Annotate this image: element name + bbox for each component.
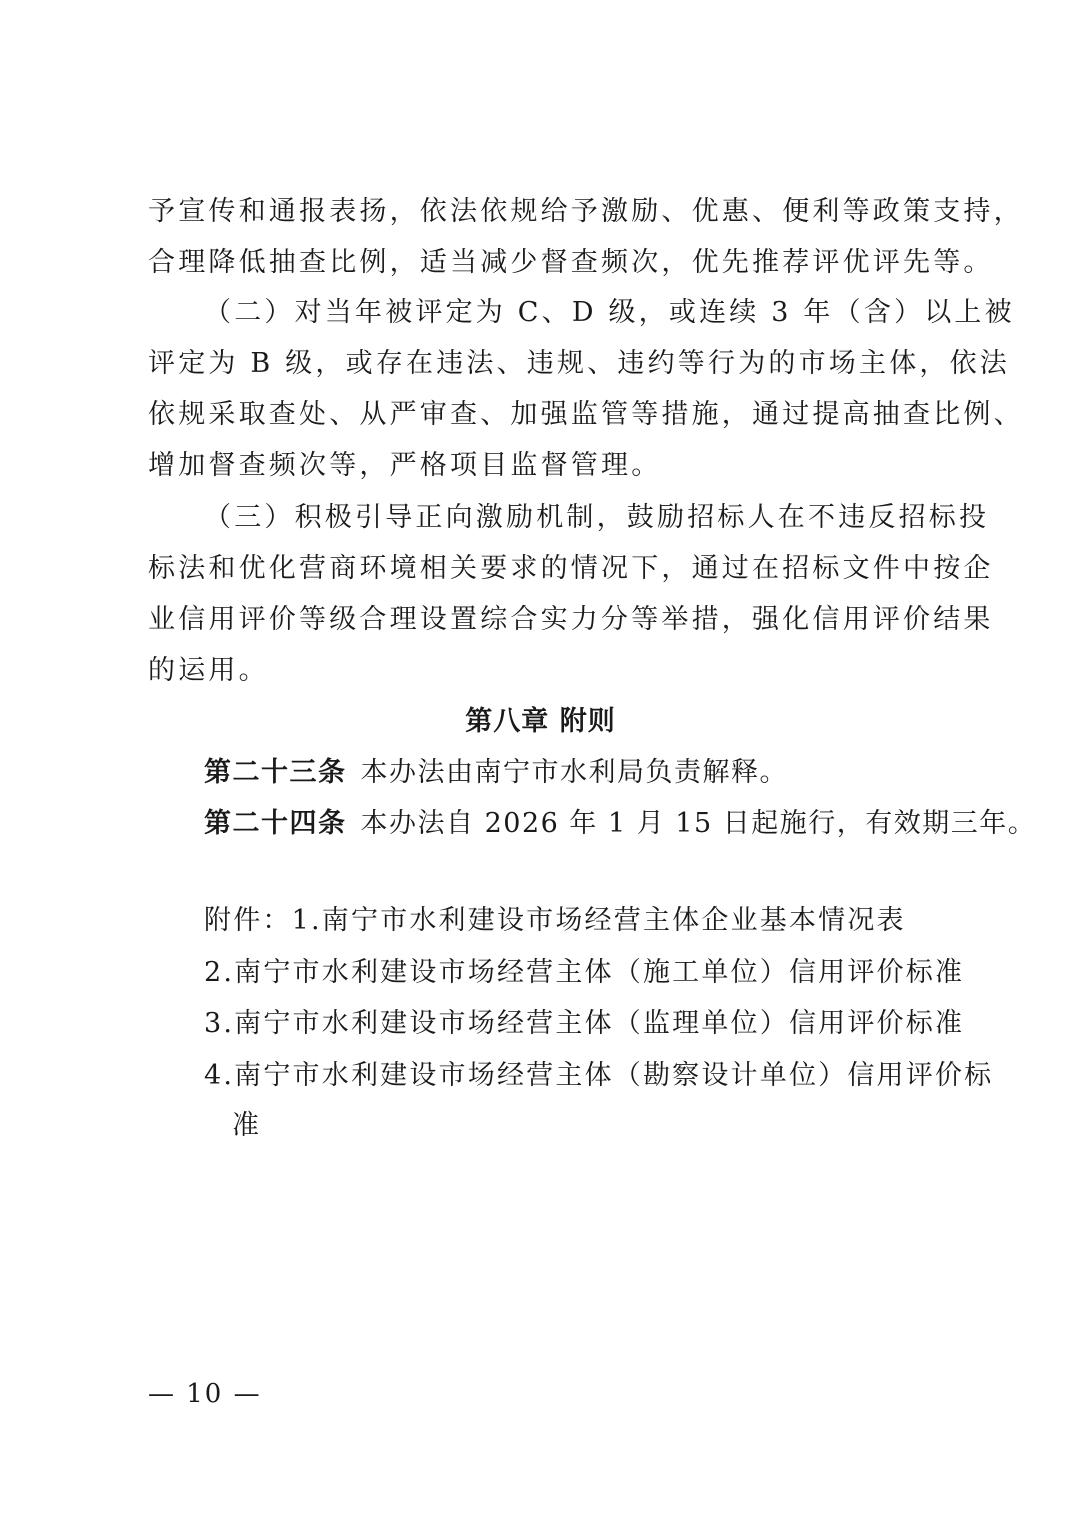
article-text: 本办法自 2026 年 1 月 15 日起施行，有效期三年。 xyxy=(360,808,1037,839)
paragraph-line: （二）对当年被评定为 C、D 级，或连续 3 年（含）以上被 xyxy=(204,297,1015,328)
attachment-item-continued: 准 xyxy=(232,1110,262,1141)
paragraph-line: 的运用。 xyxy=(148,655,269,686)
paragraph-line: （三）积极引导正向激励机制，鼓励招标人在不违反招标投 xyxy=(204,502,990,533)
article-23 xyxy=(204,753,788,793)
attachment-item: 2.南宁市水利建设市场经营主体（施工单位）信用评价标准 xyxy=(204,957,965,988)
paragraph-line: 评定为 B 级，或存在违法、违规、违约等行为的市场主体，依法 xyxy=(148,348,1011,379)
article-heading: 第二十四条 xyxy=(204,808,347,839)
article-text: 本办法由南宁市水利局负责解释。 xyxy=(360,757,788,788)
chapter-title: 第八章 附则 xyxy=(465,706,616,737)
article-24 xyxy=(204,804,1036,844)
article-heading: 第二十三条 xyxy=(204,757,347,788)
attachment-item: 3.南宁市水利建设市场经营主体（监理单位）信用评价标准 xyxy=(204,1008,965,1039)
attachment-item: 附件：1.南宁市水利建设市场经营主体企业基本情况表 xyxy=(204,905,906,936)
paragraph-line: 业信用评价等级合理设置综合实力分等举措，强化信用评价结果 xyxy=(148,604,994,635)
paragraph-line: 予宣传和通报表扬，依法依规给予激励、优惠、便利等政策支持， xyxy=(148,196,1024,227)
paragraph-line: 依规采取查处、从严审查、加强监管等措施，通过提高抽查比例、 xyxy=(148,399,1024,430)
paragraph-line: 增加督查频次等，严格项目监督管理。 xyxy=(148,450,662,481)
paragraph-line: 标法和优化营商环境相关要求的情况下，通过在招标文件中按企 xyxy=(148,553,994,584)
paragraph-line: 合理降低抽查比例，适当减少督查频次，优先推荐评优评先等。 xyxy=(148,247,994,278)
page-number: — 10 — xyxy=(148,1379,262,1409)
attachment-item: 4.南宁市水利建设市场经营主体（勘察设计单位）信用评价标 xyxy=(204,1060,994,1091)
